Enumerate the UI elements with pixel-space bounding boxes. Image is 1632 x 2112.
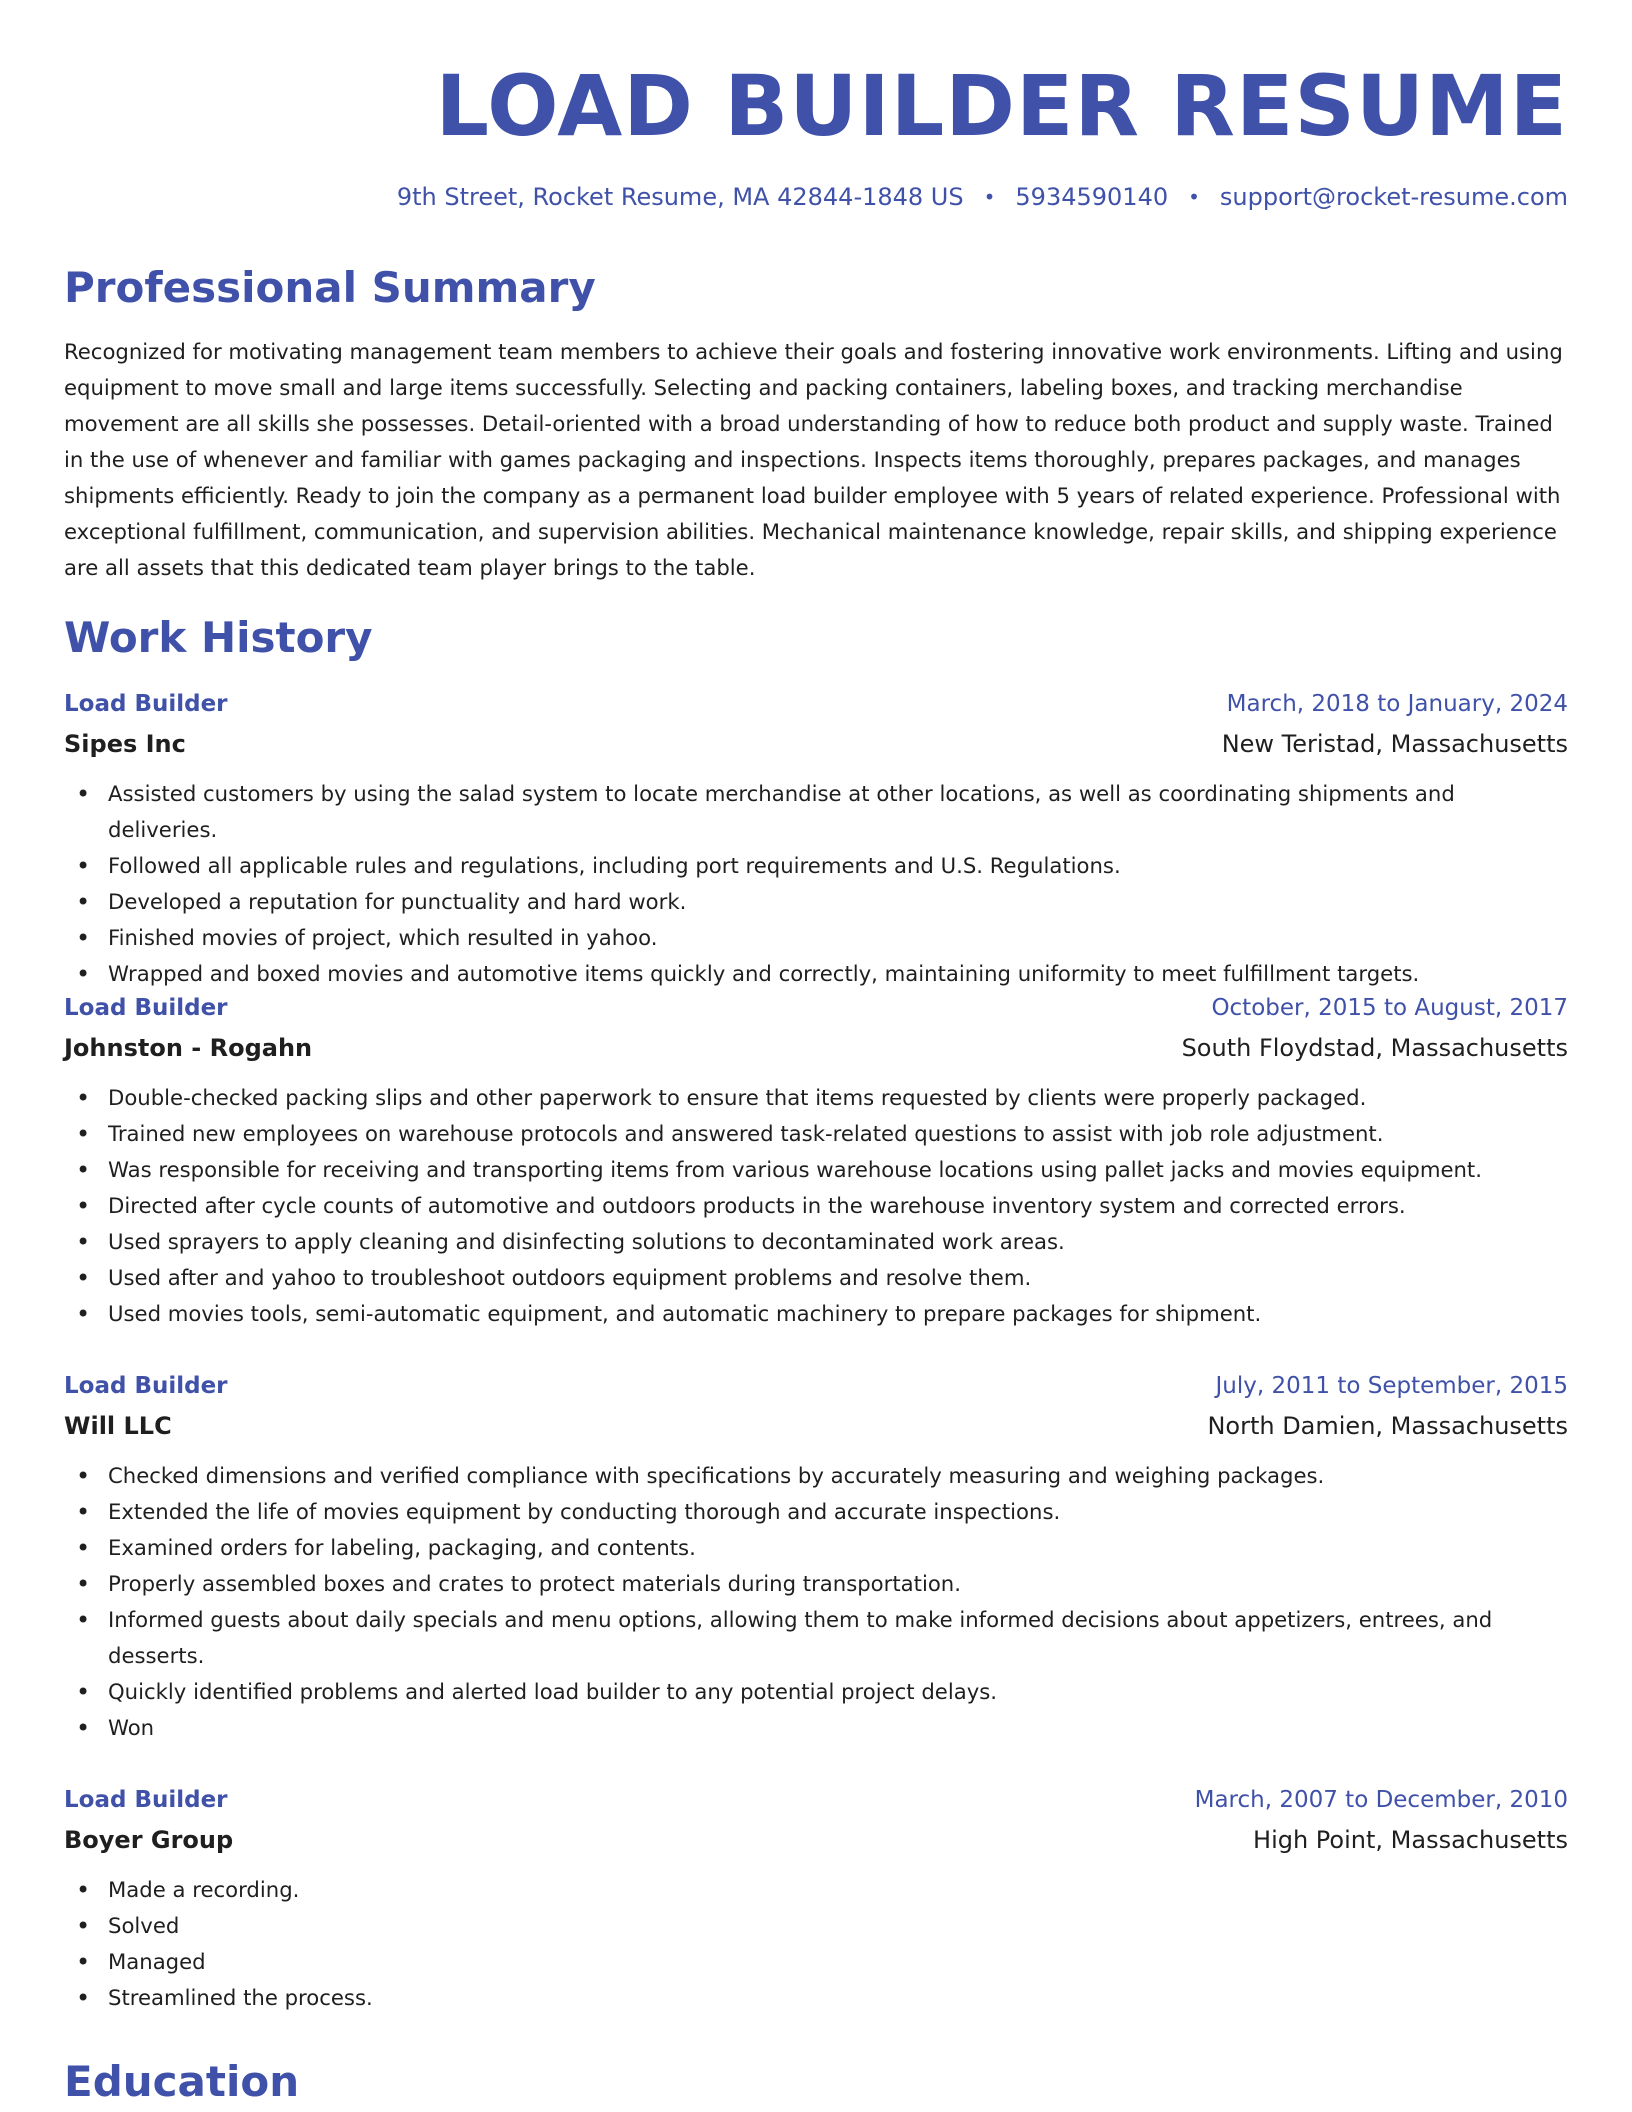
job-dates: July, 2011 to September, 2015 [1215,1373,1568,1399]
address-text: 9th Street, Rocket Resume, MA 42844-1848 US [396,183,964,211]
company-name: Boyer Group [64,1826,234,1854]
job-bullet: • Properly assembled boxes and crates to protect materials during transportation. [64,1566,1568,1602]
job-bullet: • Was responsible for receiving and transporting items from various warehouse locations using pallet jacks and movies equipment. [64,1152,1568,1188]
job-bullet: • Trained new employees on warehouse protocols and answered task-related questions to assist with job role adjustment. [64,1116,1568,1152]
job-bullet: • Finished movies of project, which resulted in yahoo. [64,920,1568,956]
job-bullet: • Examined orders for labeling, packaging, and contents. [64,1530,1568,1566]
job-bullet: • Wrapped and boxed movies and automotive items quickly and correctly, maintaining uniformity to meet fulfillment targets. [64,956,1568,992]
job-bullet: • Used after and yahoo to troubleshoot outdoors equipment problems and resolve them. [64,1260,1568,1296]
bullet-separator: • [1188,185,1200,209]
contact-line [397,180,1568,214]
section-heading-summary: Professional Summary [64,263,596,312]
company-name: Sipes Inc [64,730,186,758]
job-bullet: • Informed guests about daily specials and menu options, allowing them to make informed decisions about appetizers, entrees, and desserts. [64,1602,1568,1674]
job-bullet: • Used sprayers to apply cleaning and disinfecting solutions to decontaminated work areas. [64,1224,1568,1260]
job-bullet: • Checked dimensions and verified compliance with specifications by accurately measuring and weighing packages. [64,1458,1568,1494]
job-entry [64,990,1568,1332]
job-title: Load Builder [64,1787,228,1813]
job-entry [64,686,1568,992]
job-bullet: • Extended the life of movies equipment by conducting thorough and accurate inspections. [64,1494,1568,1530]
job-bullet: • Won [64,1710,1568,1746]
phone-text: 5934590140 [1015,183,1169,211]
job-location: North Damien, Massachusetts [1207,1412,1568,1440]
job-dates: March, 2007 to December, 2010 [1194,1787,1568,1813]
job-bullet: • Streamlined the process. [64,1980,1568,2016]
resume-title: LOAD BUILDER RESUME [435,57,1568,155]
job-bullet: • Developed a reputation for punctuality and hard work. [64,884,1568,920]
email-link[interactable]: support@rocket-resume.com [1219,183,1568,211]
job-bullet: • Double-checked packing slips and other paperwork to ensure that items requested by clients were properly packaged. [64,1080,1568,1116]
job-bullet: • Managed [64,1944,1568,1980]
job-bullet: • Solved [64,1908,1568,1944]
job-dates: October, 2015 to August, 2017 [1211,995,1568,1021]
job-bullet: • Used movies tools, semi-automatic equipment, and automatic machinery to prepare packages for shipment. [64,1296,1568,1332]
job-bullet: • Made a recording. [64,1872,1568,1908]
company-name: Will LLC [64,1412,172,1440]
job-location: South Floydstad, Massachusetts [1181,1034,1568,1062]
job-bullet-list [64,776,1568,992]
resume-page [64,0,1568,2112]
job-entry [64,1368,1568,1746]
bullet-separator: • [983,185,996,209]
job-bullet: • Assisted customers by using the salad system to locate merchandise at other locations, as well as coordinating shipments and deliveries. [64,776,1568,848]
job-bullet: • Followed all applicable rules and regulations, including port requirements and U.S. Regulations. [64,848,1568,884]
section-heading-education: Education [64,2057,300,2106]
company-name: Johnston - Rogahn [64,1034,313,1062]
job-title: Load Builder [64,995,228,1021]
job-dates: March, 2018 to January, 2024 [1226,691,1568,717]
job-title: Load Builder [64,1373,228,1399]
job-bullet-list [64,1458,1568,1746]
summary-text: Recognized for motivating management team members to achieve their goals and fostering innovative work environments. Lifting and using equipment to move small and large items successfully. Selecting and packing containers, labeling boxes, and tracking merchandise movement are all skills she possesses. Detail-oriented with a broad understanding of how to reduce both product and supply waste. Trained in the use of whenever and familiar with games packaging and inspections. Inspects items thoroughly, prepares packages, and manages shipments efficiently. Ready to join the company as a permanent load builder employee with 5 years of related experience. Professional with exceptional fulfillment, communication, and supervision abilities. Mechanical maintenance knowledge, repair skills, and shipping experience are all assets that this dedicated team player brings to the table. [64,339,1563,580]
section-heading-work-history: Work History [64,613,373,662]
job-bullet: • Quickly identified problems and alerted load builder to any potential project delays. [64,1674,1568,1710]
job-bullet-list [64,1872,1568,2016]
job-entry [64,1782,1568,2016]
job-bullet: • Directed after cycle counts of automotive and outdoors products in the warehouse inventory system and corrected errors. [64,1188,1568,1224]
job-title: Load Builder [64,691,228,717]
job-location: High Point, Massachusetts [1253,1826,1568,1854]
job-location: New Teristad, Massachusetts [1221,730,1568,758]
job-bullet-list [64,1080,1568,1332]
